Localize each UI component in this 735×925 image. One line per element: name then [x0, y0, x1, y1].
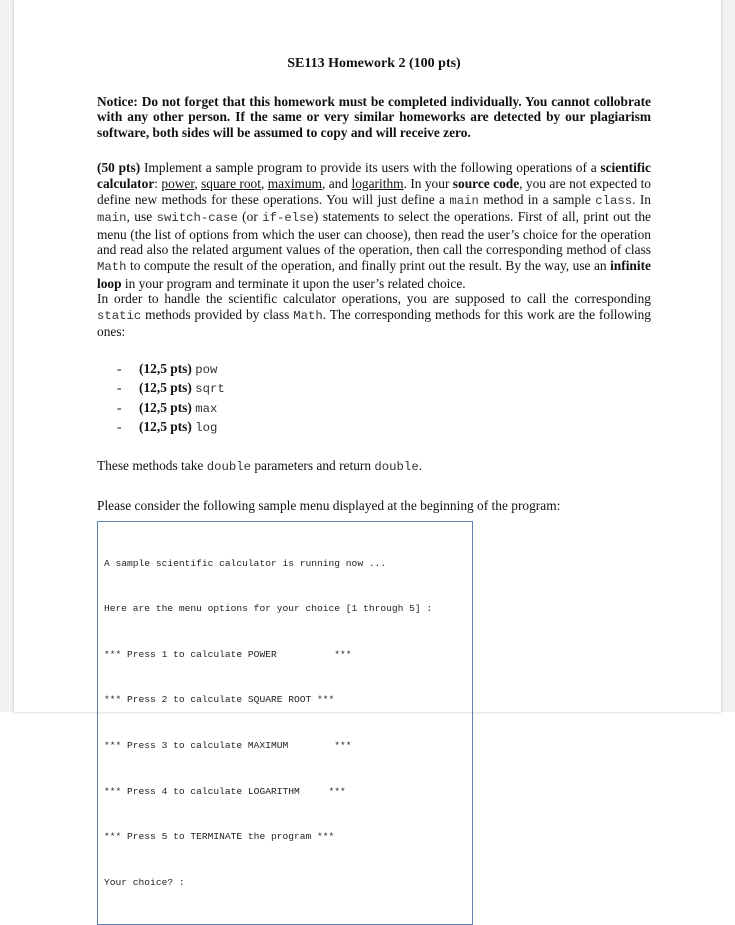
method-points: (12,5 pts) — [139, 419, 192, 435]
method-points: (12,5 pts) — [139, 399, 192, 415]
menu-line: Your choice? : — [104, 876, 185, 888]
document-title: SE113 Homework 2 (100 pts) — [287, 56, 461, 71]
op-square-root: square root — [201, 175, 261, 191]
menu-line: *** Press 3 to calculate MAXIMUM *** — [104, 739, 352, 751]
code-class: class — [595, 193, 633, 208]
op-maximum: maximum — [267, 175, 323, 191]
code-double: double — [206, 459, 251, 474]
method-name: sqrt — [195, 382, 225, 397]
code-double: double — [374, 459, 419, 474]
methods-note — [97, 458, 651, 476]
text: In order to handle the scientific calculator operations, you are supposed to call the corresponding — [97, 291, 651, 307]
text: , — [194, 175, 202, 191]
code-switch-case: switch-case — [156, 211, 238, 226]
list-dash: - — [117, 419, 122, 435]
text: . In your — [403, 175, 453, 191]
text: , — [260, 175, 268, 191]
text: (or — [237, 209, 263, 225]
list-item — [117, 360, 651, 380]
methods-intro-paragraph — [97, 291, 651, 340]
text: to compute the result of the operation, and finally print out the result. By the way, use an — [126, 257, 611, 273]
menu-line: Here are the menu options for your choice [1 through 5] : — [104, 603, 433, 615]
scientific-calculator-term: scientific calculator — [97, 160, 651, 191]
text: in your program and terminate it upon the user’s related choice. — [121, 275, 466, 291]
list-item — [117, 418, 651, 438]
op-logarithm: logarithm — [351, 175, 404, 191]
list-item — [117, 399, 651, 419]
task-points: (50 pts) — [97, 160, 141, 176]
methods-list — [97, 360, 651, 438]
page-content — [97, 56, 651, 925]
op-power: power — [161, 175, 195, 191]
document-page — [14, 0, 721, 888]
menu-line: *** Press 1 to calculate POWER *** — [104, 648, 352, 660]
text: . In — [632, 191, 651, 207]
method-points: (12,5 pts) — [139, 360, 192, 376]
text: method in a sample — [478, 191, 596, 207]
list-dash: - — [117, 380, 122, 396]
list-dash: - — [117, 360, 122, 376]
code-main: main — [97, 211, 127, 226]
text: These methods take — [97, 457, 207, 473]
code-if-else: if-else — [262, 211, 314, 226]
code-static: static — [97, 308, 142, 323]
method-points: (12,5 pts) — [139, 380, 192, 396]
infinite-loop-term: infinite loop — [97, 257, 651, 291]
menu-intro: Please consider the following sample menu displayed at the beginning of the program: — [97, 497, 561, 513]
list-dash: - — [117, 399, 122, 415]
menu-line: *** Press 5 to TERMINATE the program *** — [104, 831, 335, 843]
text: , use — [126, 209, 157, 225]
text: ) statements to select the operations. First of all, print out the menu (the list of options from which the user can choose), then read the user’s choice for the operation and read also the related argument values of the operation, then call the corresponding method of class — [97, 209, 651, 258]
text: parameters and return — [250, 457, 375, 473]
menu-line: *** Press 4 to calculate LOGARITHM *** — [104, 785, 346, 797]
text: Implement a sample program to provide its users with the following operations of a — [140, 160, 601, 176]
notice-paragraph: Notice: Do not forget that this homework must be completed individually. You cannot collobrate with any other person. If the same or very similar homeworks are detected by our plagiarism software, both sides will be assumed to copy and will receive zero. — [97, 93, 651, 140]
menu-line: A sample scientific calculator is running now ... — [104, 557, 387, 569]
code-main: main — [449, 193, 479, 208]
task-paragraph — [97, 160, 651, 291]
text: , you are not expected to define new methods for these operations. You will just define a — [97, 175, 651, 207]
text: : — [154, 175, 162, 191]
list-item — [117, 379, 651, 399]
text: methods provided by class — [141, 306, 294, 322]
text: . — [418, 457, 423, 473]
sample-menu-box — [97, 521, 473, 925]
method-name: max — [195, 401, 218, 416]
code-math: Math — [293, 308, 323, 323]
method-name: log — [195, 421, 218, 436]
source-code-term: source code — [452, 175, 520, 191]
text: , and — [322, 175, 352, 191]
method-name: pow — [195, 362, 218, 377]
menu-line: *** Press 2 to calculate SQUARE ROOT *** — [104, 694, 335, 706]
text: . The corresponding methods for this work are the following ones: — [97, 306, 651, 340]
code-math: Math — [97, 259, 127, 274]
